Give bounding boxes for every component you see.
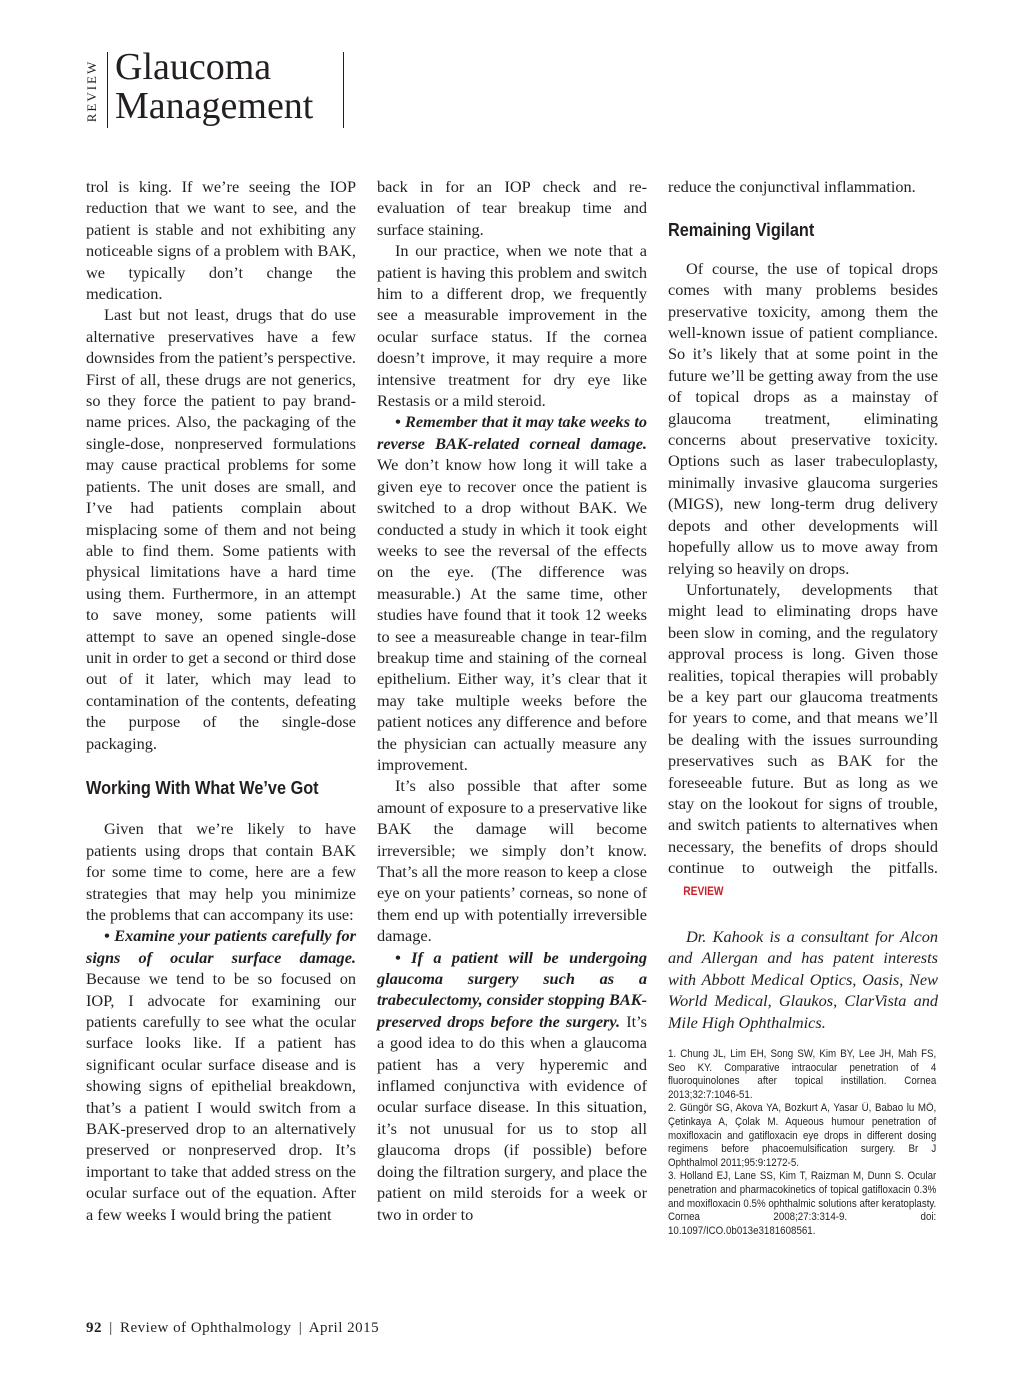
reference-item: 3. Holland EJ, Lane SS, Kim T, Raizman M, Dunn S. Ocular penetration and pharmacokinetics of topical gatifloxacin 0.3% and moxifloxacin 0.5% ophthalmic solutions after keratoplasty. Cornea 2008;27:3:314-9. doi: 10.1097/ICO.0b013e3181608561. [668,1170,937,1237]
paragraph: Given that we’re likely to have patients using drops that contain BAK for some time to come, here are a few strategies that may help you minimize the problems that can accompany its use: [86,819,356,924]
author-bio: Dr. Kahook is a consultant for Alcon and Allergan and has patent interests with Abbott Medical Optics, Oasis, New World Medical, Glaukos, ClarVista and Mile High Ophthalmics. [668,927,938,1032]
section-label [82,52,102,130]
section-heading: Working With What We’ve Got [86,776,319,798]
bullet-text: It’s a good idea to do this when a glaucoma patient has a very hyperemic and inflamed conjunctiva with evidence of ocular surface disease. In this situation, it’s not unusual for us to stop all glaucoma drops (if possible) before doing the filtration surgery, and place the patient on mild steroids for a week or two in order to [377,1011,647,1224]
paragraph: Last but not least, drugs that do use alternative preservatives have a few downsides from the patient’s perspective. First of all, these drugs are not generics, so they force the patient to pay brand-name prices. Also, the packaging of the single-dose, nonpreserved formulations may cause practical problems for some patients. The unit doses are small, and I’ve had patients complain about misplacing some of them and not being able to find them. Some patients with physical limitations have a hard time using them. Furthermore, in an attempt to save money, some patients will attempt to save an opened single-dose unit in order to get a second or third dose out of it later, which may lead to contamination of the contents, defeating the purpose of the single-dose packaging. [86,305,356,753]
footer-separator: | [298,1320,303,1336]
page-title [115,48,313,126]
bullet-lead: • Remember that it may take weeks to reverse BAK-related corneal damage. [377,412,647,453]
bullet-text: Because we tend to be so focused on IOP, I advocate for examining our patients carefully to see what the ocular surface looks like. If a patient has significant ocular surface disease and is showing signs of epithelial breakdown, that’s a patient I would switch from a BAK-preserved drop to an alternatively preserved or nonpreserved drop. It’s important to take that added stress on the ocular surface out of the equation. After a few weeks I would bring the patient [86,969,356,1224]
column-3 [668,176,938,1238]
paragraph: Of course, the use of topical drops comes with many problems besides preservative toxicity, among them the well-known issue of patient compliance. So it’s likely that at some point in the future we’ll be getting away from the use of topical drops as a mainstay of glaucoma treatment, eliminating concerns about preservative toxicity. Options such as laser trabeculoplasty, minimally invasive glaucoma surgeries (MIGS), new long-term drug delivery depots and other developments will hopefully allow us to move away from relying so heavily on drops. [668,258,938,578]
bullet-paragraph [86,925,356,1225]
paragraph: It’s also possible that after some amount of exposure to a preservative like BAK the damage will become irreversible; we simply don’t know. That’s all the more reason to keep a close eye on your patients’ corneas, so none of them end up with potentially irreversible damage. [377,776,647,946]
end-mark-badge: REVIEW [683,883,724,898]
column-2 [377,176,647,1225]
header-divider-right [343,52,344,128]
issue-date: April 2015 [308,1320,380,1336]
paragraph: reduce the conjunctival inflammation. [668,177,916,196]
paragraph: trol is king. If we’re seeing the IOP reduction that we want to see, and the patient is stable and not exhibiting any noticeable signs of a problem with BAK, we typically don’t change the medication. [86,177,356,304]
paragraph: In our practice, when we note that a patient is having this problem and switch him to a different drop, we frequently see a measurable improvement in the ocular surface status. If the cornea doesn’t improve, it may require a more intensive treatment for dry eye like Restasis or a mild steroid. [377,241,647,411]
section-heading: Remaining Vigilant [668,219,815,241]
bullet-lead: • If a patient will be undergoing glaucoma surgery such as a trabeculectomy, consider stopping BAK-preserved drops before the surgery. [377,947,647,1031]
page-footer [86,1320,379,1337]
page-title-line2: Management [115,85,314,127]
reference-item: 1. Chung JL, Lim EH, Song SW, Kim BY, Lee JH, Mah FS, Seo KY. Comparative intraocular penetration of 4 fluoroquinolones after topical instillation. Cornea 2013;32:7:1046-51. [668,1048,937,1101]
header-divider-left [107,52,108,128]
bullet-paragraph [377,947,647,1225]
references [668,1048,938,1238]
reference-item: 2. Güngör SG, Akova YA, Bozkurt A, Yasar Ü, Babao lu MÖ, Çetinkaya A, Çolak M. Aqueous humour penetration of moxifloxacin and gatifloxacin eye drops in different dosing regimens before phacoemulsification surgery. Br J Ophthalmol 2011;95:9:1272-5. [668,1102,937,1169]
paragraph: Unfortunately, developments that might lead to eliminating drops have been slow in coming, and the regulatory approval process is long. Given those realities, topical therapies will probably be a key part our glaucoma treatments for years to come, and that means we’ll be dealing with the issues surrounding preservatives such as BAK for the foreseeable future. But as long as we stay on the lookout for signs of trouble, and switch patients to alternatives when necessary, the benefits of drops should continue to outweigh the pitfalls. REVIEW [668,579,938,902]
page-number: 92 [86,1320,102,1336]
section-label-text: REVIEW [84,59,99,123]
bullet-paragraph [377,411,647,775]
bullet-text: We don’t know how long it will take a given eye to recover once the patient is switched to a drop without BAK. We conducted a study in which it took eight weeks to see the reversal of the effects on the eye. (The difference was measurable.) At the same time, other studies have found that it took 12 weeks to see a measureable change in tear-film breakup time and staining of the corneal epithelium. Either way, it’s clear that it may take multiple weeks before the patient notices any difference and before the physician can actually measure any improvement. [377,455,647,774]
paragraph: back in for an IOP check and re-evaluation of tear breakup time and surface staining. [377,177,647,239]
column-1 [86,176,356,1225]
page-title-line1: Glaucoma [115,46,272,88]
journal-name: Review of Ophthalmology [120,1320,292,1336]
footer-separator: | [109,1320,113,1336]
bullet-lead: • Examine your patients carefully for signs of ocular surface damage. [86,926,356,967]
